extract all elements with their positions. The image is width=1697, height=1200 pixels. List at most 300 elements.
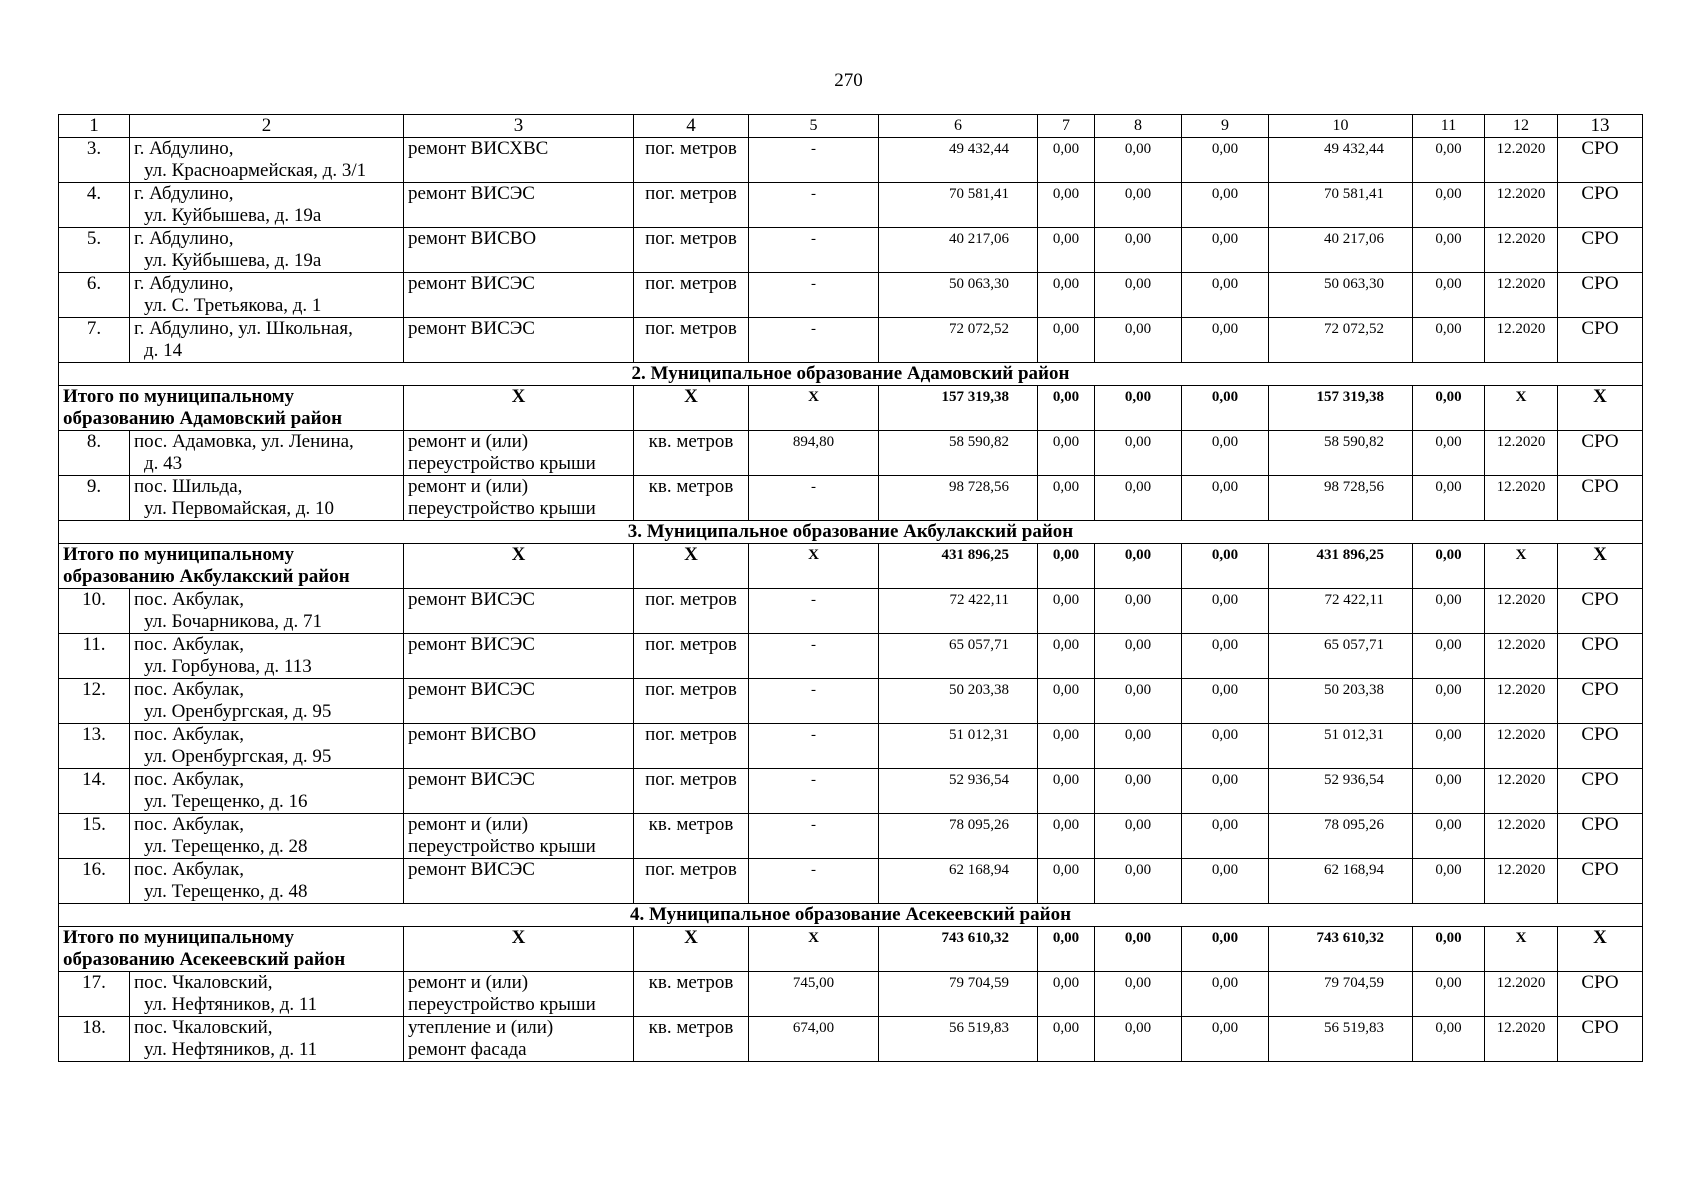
address-line-1: г. Абдулино,	[134, 273, 234, 294]
unit-cell: пог. метров	[634, 769, 749, 814]
source-cell: СРО	[1558, 1017, 1643, 1062]
total-cost-cell: 79 704,59	[1269, 972, 1413, 1017]
section-title: 4. Муниципальное образование Асекеевский район	[59, 904, 1643, 927]
fund-cell: 0,00	[1182, 318, 1269, 363]
table-body	[59, 115, 1643, 1062]
work-line-1: ремонт ВИСХВС	[408, 138, 549, 159]
total-label-line-1: Итого по муниципальному	[63, 927, 295, 948]
address-line-2: ул. Оренбургская, д. 95	[144, 701, 332, 722]
address-line-2: ул. Красноармейская, д. 3/1	[144, 160, 367, 181]
date-cell: 12.2020	[1485, 431, 1558, 476]
volume-cell: -	[749, 679, 879, 724]
date-cell: 12.2020	[1485, 1017, 1558, 1062]
total-label	[59, 927, 404, 972]
fund-cell: 0,00	[1182, 386, 1269, 431]
total-cost-cell: 72 422,11	[1269, 589, 1413, 634]
fund-cell: 0,00	[1095, 814, 1182, 859]
table-row	[59, 814, 1643, 859]
row-number: 9.	[59, 476, 130, 521]
address-cell	[130, 679, 404, 724]
cost-cell: 70 581,41	[879, 183, 1038, 228]
address-line-1: пос. Акбулак,	[134, 814, 245, 835]
address-line-2: ул. Горбунова, д. 113	[144, 656, 312, 677]
address-line-2: ул. Терещенко, д. 28	[144, 836, 308, 857]
fund-cell: 0,00	[1038, 634, 1095, 679]
fund-cell: 0,00	[1038, 679, 1095, 724]
address-cell	[130, 724, 404, 769]
date-cell: 12.2020	[1485, 318, 1558, 363]
table-row	[59, 589, 1643, 634]
x-mark-small: Х	[749, 927, 879, 972]
fund-cell: 0,00	[1182, 544, 1269, 589]
volume-cell: -	[749, 589, 879, 634]
fund-cell: 0,00	[1413, 972, 1485, 1017]
fund-cell: 0,00	[1413, 1017, 1485, 1062]
unit-cell: пог. метров	[634, 183, 749, 228]
unit-cell: кв. метров	[634, 1017, 749, 1062]
col-header: 10	[1269, 115, 1413, 138]
address-cell	[130, 1017, 404, 1062]
unit-cell: пог. метров	[634, 318, 749, 363]
fund-cell: 0,00	[1038, 927, 1095, 972]
total-cost-cell: 157 319,38	[1269, 386, 1413, 431]
fund-cell: 0,00	[1413, 273, 1485, 318]
fund-cell: 0,00	[1413, 318, 1485, 363]
work-type-cell	[404, 138, 634, 183]
work-type-cell	[404, 1017, 634, 1062]
source-cell: СРО	[1558, 273, 1643, 318]
fund-cell: 0,00	[1182, 589, 1269, 634]
source-cell: СРО	[1558, 859, 1643, 904]
source-cell: СРО	[1558, 589, 1643, 634]
x-mark: Х	[404, 927, 634, 972]
address-cell	[130, 859, 404, 904]
section-header	[59, 521, 1643, 544]
x-mark: Х	[404, 386, 634, 431]
fund-cell: 0,00	[1413, 814, 1485, 859]
fund-cell: 0,00	[1095, 431, 1182, 476]
volume-cell: -	[749, 634, 879, 679]
x-mark: Х	[1558, 386, 1643, 431]
page-number: 270	[834, 70, 863, 91]
cost-cell: 56 519,83	[879, 1017, 1038, 1062]
total-cost-cell: 51 012,31	[1269, 724, 1413, 769]
total-cost-cell: 743 610,32	[879, 927, 1038, 972]
date-cell: 12.2020	[1485, 138, 1558, 183]
source-cell: СРО	[1558, 476, 1643, 521]
fund-cell: 0,00	[1095, 859, 1182, 904]
address-line-2: д. 14	[144, 340, 183, 361]
fund-cell: 0,00	[1095, 318, 1182, 363]
work-line-1: ремонт ВИСЭС	[408, 318, 535, 339]
col-header: 5	[749, 115, 879, 138]
address-line-1: пос. Адамовка, ул. Ленина,	[134, 431, 354, 452]
cost-cell: 58 590,82	[879, 431, 1038, 476]
work-line-1: ремонт ВИСЭС	[408, 273, 535, 294]
date-cell: 12.2020	[1485, 589, 1558, 634]
fund-cell: 0,00	[1413, 859, 1485, 904]
row-number: 18.	[59, 1017, 130, 1062]
date-cell: 12.2020	[1485, 679, 1558, 724]
fund-cell: 0,00	[1413, 183, 1485, 228]
section-title: 2. Муниципальное образование Адамовский район	[59, 363, 1643, 386]
address-line-1: пос. Акбулак,	[134, 769, 245, 790]
cost-cell: 50 063,30	[879, 273, 1038, 318]
row-number: 14.	[59, 769, 130, 814]
cost-cell: 78 095,26	[879, 814, 1038, 859]
col-header: 13	[1558, 115, 1643, 138]
work-type-cell	[404, 724, 634, 769]
row-number: 5.	[59, 228, 130, 273]
volume-cell: -	[749, 814, 879, 859]
work-line-1: ремонт ВИСЭС	[408, 679, 535, 700]
row-number: 13.	[59, 724, 130, 769]
work-type-cell	[404, 769, 634, 814]
col-header: 12	[1485, 115, 1558, 138]
address-line-1: пос. Шильда,	[134, 476, 243, 497]
table-row	[59, 769, 1643, 814]
fund-cell: 0,00	[1095, 273, 1182, 318]
total-label-line-2: образованию Асекеевский район	[63, 949, 346, 970]
fund-cell: 0,00	[1095, 589, 1182, 634]
fund-cell: 0,00	[1095, 138, 1182, 183]
volume-cell: -	[749, 859, 879, 904]
fund-cell: 0,00	[1182, 138, 1269, 183]
row-number: 15.	[59, 814, 130, 859]
fund-cell: 0,00	[1182, 183, 1269, 228]
total-label-line-1: Итого по муниципальному	[63, 544, 295, 565]
unit-cell: пог. метров	[634, 679, 749, 724]
source-cell: СРО	[1558, 679, 1643, 724]
x-mark: Х	[634, 544, 749, 589]
source-cell: СРО	[1558, 228, 1643, 273]
fund-cell: 0,00	[1182, 927, 1269, 972]
address-line-1: пос. Чкаловский,	[134, 1017, 273, 1038]
register-table	[58, 114, 1643, 1062]
address-cell	[130, 634, 404, 679]
row-number: 6.	[59, 273, 130, 318]
cost-cell: 51 012,31	[879, 724, 1038, 769]
address-cell	[130, 138, 404, 183]
work-line-1: ремонт и (или)	[408, 814, 529, 835]
address-cell	[130, 972, 404, 1017]
cost-cell: 62 168,94	[879, 859, 1038, 904]
total-row	[59, 386, 1643, 431]
unit-cell: кв. метров	[634, 476, 749, 521]
col-header: 6	[879, 115, 1038, 138]
date-cell: 12.2020	[1485, 183, 1558, 228]
total-cost-cell: 56 519,83	[1269, 1017, 1413, 1062]
source-cell: СРО	[1558, 138, 1643, 183]
address-cell	[130, 589, 404, 634]
table-row	[59, 634, 1643, 679]
source-cell: СРО	[1558, 724, 1643, 769]
date-cell: 12.2020	[1485, 273, 1558, 318]
date-cell: 12.2020	[1485, 724, 1558, 769]
address-cell	[130, 431, 404, 476]
table-row	[59, 724, 1643, 769]
fund-cell: 0,00	[1038, 183, 1095, 228]
fund-cell: 0,00	[1038, 544, 1095, 589]
fund-cell: 0,00	[1095, 679, 1182, 724]
work-line-1: ремонт ВИСЭС	[408, 634, 535, 655]
row-number: 17.	[59, 972, 130, 1017]
work-type-cell	[404, 972, 634, 1017]
work-type-cell	[404, 679, 634, 724]
work-line-1: ремонт и (или)	[408, 972, 529, 993]
cost-cell: 52 936,54	[879, 769, 1038, 814]
date-cell: 12.2020	[1485, 814, 1558, 859]
fund-cell: 0,00	[1038, 431, 1095, 476]
total-cost-cell: 58 590,82	[1269, 431, 1413, 476]
source-cell: СРО	[1558, 634, 1643, 679]
address-line-2: ул. Куйбышева, д. 19а	[144, 250, 322, 271]
x-mark: Х	[634, 927, 749, 972]
x-mark-small: Х	[1485, 386, 1558, 431]
total-label-line-2: образованию Адамовский район	[63, 408, 343, 429]
work-type-cell	[404, 589, 634, 634]
column-number-header	[59, 115, 1643, 138]
work-line-1: ремонт ВИСЭС	[408, 769, 535, 790]
address-line-1: пос. Чкаловский,	[134, 972, 273, 993]
date-cell: 12.2020	[1485, 859, 1558, 904]
source-cell: СРО	[1558, 431, 1643, 476]
table-row	[59, 273, 1643, 318]
unit-cell: пог. метров	[634, 228, 749, 273]
work-line-1: ремонт ВИСЭС	[408, 589, 535, 610]
total-cost-cell: 98 728,56	[1269, 476, 1413, 521]
fund-cell: 0,00	[1413, 476, 1485, 521]
x-mark: Х	[634, 386, 749, 431]
fund-cell: 0,00	[1182, 724, 1269, 769]
fund-cell: 0,00	[1095, 386, 1182, 431]
fund-cell: 0,00	[1182, 431, 1269, 476]
col-header: 9	[1182, 115, 1269, 138]
total-label-line-2: образованию Акбулакский район	[63, 566, 350, 587]
row-number: 16.	[59, 859, 130, 904]
col-header: 1	[59, 115, 130, 138]
volume-cell: -	[749, 138, 879, 183]
fund-cell: 0,00	[1095, 183, 1182, 228]
total-row	[59, 927, 1643, 972]
fund-cell: 0,00	[1182, 679, 1269, 724]
row-number: 11.	[59, 634, 130, 679]
work-line-1: ремонт ВИСВО	[408, 228, 537, 249]
unit-cell: пог. метров	[634, 859, 749, 904]
fund-cell: 0,00	[1038, 769, 1095, 814]
address-line-1: г. Абдулино, ул. Школьная,	[134, 318, 353, 339]
cost-cell: 98 728,56	[879, 476, 1038, 521]
fund-cell: 0,00	[1038, 724, 1095, 769]
cost-cell: 79 704,59	[879, 972, 1038, 1017]
date-cell: 12.2020	[1485, 972, 1558, 1017]
fund-cell: 0,00	[1095, 769, 1182, 814]
volume-cell: 894,80	[749, 431, 879, 476]
address-cell	[130, 814, 404, 859]
fund-cell: 0,00	[1038, 386, 1095, 431]
fund-cell: 0,00	[1413, 431, 1485, 476]
fund-cell: 0,00	[1182, 859, 1269, 904]
address-line-1: г. Абдулино,	[134, 228, 234, 249]
total-cost-cell: 40 217,06	[1269, 228, 1413, 273]
fund-cell: 0,00	[1038, 972, 1095, 1017]
fund-cell: 0,00	[1413, 724, 1485, 769]
volume-cell: -	[749, 724, 879, 769]
address-line-1: г. Абдулино,	[134, 183, 234, 204]
cost-cell: 49 432,44	[879, 138, 1038, 183]
cost-cell: 65 057,71	[879, 634, 1038, 679]
total-cost-cell: 70 581,41	[1269, 183, 1413, 228]
table-row	[59, 1017, 1643, 1062]
address-line-1: пос. Акбулак,	[134, 634, 245, 655]
fund-cell: 0,00	[1182, 1017, 1269, 1062]
fund-cell: 0,00	[1182, 972, 1269, 1017]
row-number: 4.	[59, 183, 130, 228]
total-cost-cell: 50 063,30	[1269, 273, 1413, 318]
address-line-2: ул. Терещенко, д. 48	[144, 881, 308, 902]
unit-cell: пог. метров	[634, 138, 749, 183]
work-line-1: ремонт и (или)	[408, 431, 529, 452]
fund-cell: 0,00	[1095, 927, 1182, 972]
row-number: 8.	[59, 431, 130, 476]
fund-cell: 0,00	[1095, 724, 1182, 769]
table-row	[59, 859, 1643, 904]
volume-cell: -	[749, 318, 879, 363]
fund-cell: 0,00	[1038, 1017, 1095, 1062]
work-type-cell	[404, 859, 634, 904]
work-line-2: ремонт фасада	[408, 1039, 527, 1060]
work-type-cell	[404, 228, 634, 273]
fund-cell: 0,00	[1413, 927, 1485, 972]
fund-cell: 0,00	[1413, 589, 1485, 634]
fund-cell: 0,00	[1413, 634, 1485, 679]
total-cost-cell: 431 896,25	[879, 544, 1038, 589]
work-line-2: переустройство крыши	[408, 453, 596, 474]
work-line-2: переустройство крыши	[408, 498, 596, 519]
work-line-1: утепление и (или)	[408, 1017, 554, 1038]
address-line-2: ул. С. Третьякова, д. 1	[144, 295, 322, 316]
table-row	[59, 476, 1643, 521]
volume-cell: 745,00	[749, 972, 879, 1017]
fund-cell: 0,00	[1413, 228, 1485, 273]
col-header: 11	[1413, 115, 1485, 138]
cost-cell: 40 217,06	[879, 228, 1038, 273]
work-line-1: ремонт и (или)	[408, 476, 529, 497]
x-mark: Х	[1558, 927, 1643, 972]
address-line-2: д. 43	[144, 453, 183, 474]
fund-cell: 0,00	[1038, 228, 1095, 273]
address-line-2: ул. Оренбургская, д. 95	[144, 746, 332, 767]
table-row	[59, 679, 1643, 724]
fund-cell: 0,00	[1413, 138, 1485, 183]
col-header: 7	[1038, 115, 1095, 138]
cost-cell: 72 072,52	[879, 318, 1038, 363]
work-line-1: ремонт ВИСЭС	[408, 859, 535, 880]
volume-cell: -	[749, 183, 879, 228]
total-label	[59, 386, 404, 431]
volume-cell: -	[749, 476, 879, 521]
fund-cell: 0,00	[1038, 589, 1095, 634]
fund-cell: 0,00	[1413, 386, 1485, 431]
x-mark-small: Х	[1485, 544, 1558, 589]
col-header: 4	[634, 115, 749, 138]
fund-cell: 0,00	[1413, 769, 1485, 814]
work-type-cell	[404, 183, 634, 228]
fund-cell: 0,00	[1038, 318, 1095, 363]
x-mark-small: Х	[749, 386, 879, 431]
unit-cell: пог. метров	[634, 589, 749, 634]
address-cell	[130, 318, 404, 363]
work-line-1: ремонт ВИСВО	[408, 724, 537, 745]
total-cost-cell: 157 319,38	[879, 386, 1038, 431]
total-cost-cell: 431 896,25	[1269, 544, 1413, 589]
source-cell: СРО	[1558, 318, 1643, 363]
address-line-2: ул. Нефтяников, д. 11	[144, 994, 318, 1015]
total-cost-cell: 743 610,32	[1269, 927, 1413, 972]
cost-cell: 50 203,38	[879, 679, 1038, 724]
fund-cell: 0,00	[1182, 273, 1269, 318]
table-row	[59, 318, 1643, 363]
table-row	[59, 183, 1643, 228]
source-cell: СРО	[1558, 972, 1643, 1017]
total-cost-cell: 78 095,26	[1269, 814, 1413, 859]
volume-cell: 674,00	[749, 1017, 879, 1062]
x-mark: Х	[1558, 544, 1643, 589]
fund-cell: 0,00	[1095, 972, 1182, 1017]
fund-cell: 0,00	[1182, 228, 1269, 273]
work-type-cell	[404, 476, 634, 521]
work-type-cell	[404, 634, 634, 679]
address-line-2: ул. Бочарникова, д. 71	[144, 611, 322, 632]
fund-cell: 0,00	[1038, 814, 1095, 859]
work-line-2: переустройство крыши	[408, 836, 596, 857]
work-type-cell	[404, 814, 634, 859]
row-number: 10.	[59, 589, 130, 634]
volume-cell: -	[749, 769, 879, 814]
x-mark-small: Х	[749, 544, 879, 589]
work-type-cell	[404, 318, 634, 363]
fund-cell: 0,00	[1038, 273, 1095, 318]
address-cell	[130, 273, 404, 318]
total-cost-cell: 52 936,54	[1269, 769, 1413, 814]
unit-cell: пог. метров	[634, 634, 749, 679]
row-number: 12.	[59, 679, 130, 724]
table-row	[59, 228, 1643, 273]
unit-cell: пог. метров	[634, 724, 749, 769]
total-cost-cell: 72 072,52	[1269, 318, 1413, 363]
work-type-cell	[404, 431, 634, 476]
fund-cell: 0,00	[1038, 138, 1095, 183]
unit-cell: кв. метров	[634, 431, 749, 476]
col-header: 3	[404, 115, 634, 138]
fund-cell: 0,00	[1095, 228, 1182, 273]
fund-cell: 0,00	[1038, 476, 1095, 521]
cost-cell: 72 422,11	[879, 589, 1038, 634]
address-line-1: пос. Акбулак,	[134, 859, 245, 880]
date-cell: 12.2020	[1485, 634, 1558, 679]
section-header	[59, 363, 1643, 386]
address-line-2: ул. Терещенко, д. 16	[144, 791, 308, 812]
source-cell: СРО	[1558, 814, 1643, 859]
address-line-2: ул. Нефтяников, д. 11	[144, 1039, 318, 1060]
address-line-2: ул. Куйбышева, д. 19а	[144, 205, 322, 226]
fund-cell: 0,00	[1182, 476, 1269, 521]
fund-cell: 0,00	[1182, 769, 1269, 814]
address-line-1: пос. Акбулак,	[134, 589, 245, 610]
address-line-1: пос. Акбулак,	[134, 724, 245, 745]
total-cost-cell: 62 168,94	[1269, 859, 1413, 904]
address-cell	[130, 476, 404, 521]
